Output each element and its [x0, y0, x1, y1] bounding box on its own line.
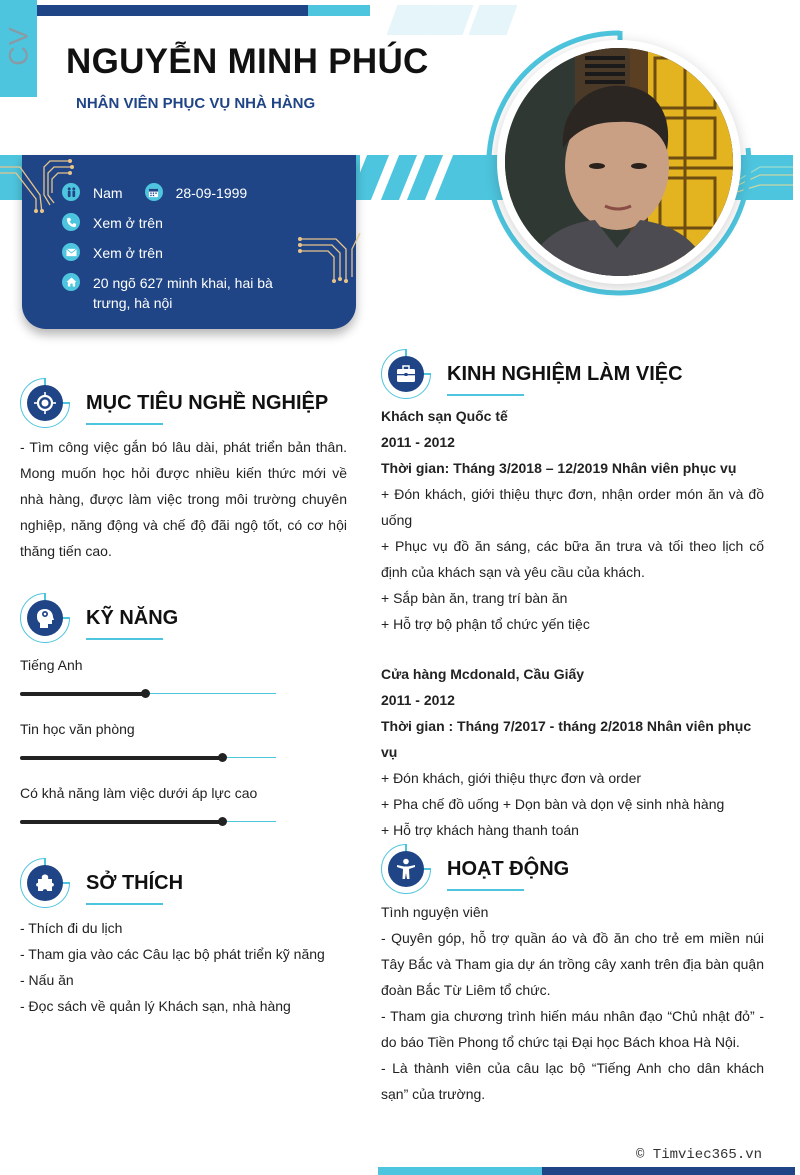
section-header-skills — [20, 593, 178, 643]
job-duty: + Đón khách, giới thiệu thực đơn và order — [381, 770, 642, 786]
hobby-item: - Thích đi du lịch — [20, 920, 123, 936]
skill-label: Có khả năng làm việc dưới áp lực cao — [20, 785, 258, 801]
hobby-item: - Đọc sách về quản lý Khách sạn, nhà hàng — [20, 998, 291, 1014]
job-duty: + Phục vụ đồ ăn sáng, các bữa ăn trưa và tối theo lịch cố định của khách sạn và yêu cầu của khách. — [381, 538, 764, 580]
gender-icon — [62, 183, 80, 201]
email-value: Xem ở trên — [93, 245, 163, 261]
job-title: NHÂN VIÊN PHỤC VỤ NHÀ HÀNG — [76, 95, 316, 112]
hobby-item: - Tham gia vào các Câu lạc bộ phát triển kỹ năng — [20, 946, 325, 962]
activity-heading: Tình nguyện viên — [381, 904, 489, 920]
head-gear-icon — [20, 593, 70, 643]
contact-row-gender-birthdate — [62, 183, 247, 203]
skill-label: Tin học văn phòng — [20, 721, 135, 737]
section-title-skills: KỸ NĂNG — [86, 606, 179, 629]
skill-label: Tiếng Anh — [20, 657, 83, 673]
mail-icon — [62, 243, 80, 261]
activity-item: - Là thành viên của câu lạc bộ “Tiếng Anh cho dân khách sạn” của trường. — [381, 1060, 764, 1102]
phone-icon — [62, 213, 80, 231]
skill-bar-fill — [20, 820, 222, 824]
skill-bar-handle — [218, 817, 227, 826]
job-duty: + Hỗ trợ khách hàng thanh toán — [381, 822, 579, 838]
skill-bar — [20, 757, 276, 758]
skill-bar-handle — [141, 689, 150, 698]
skill-bar-handle — [218, 753, 227, 762]
experience-job — [381, 661, 764, 843]
cv-badge-text: CV — [3, 26, 33, 66]
section-header-objective — [20, 378, 328, 428]
section-header-hobbies — [20, 858, 183, 908]
job-duty: + Đón khách, giới thiệu thực đơn, nhận order món ăn và đồ uống — [381, 486, 764, 528]
job-years: 2011 - 2012 — [381, 692, 455, 708]
skill-bar-fill — [20, 692, 145, 696]
job-duty: + Hỗ trợ bộ phận tổ chức yến tiệc — [381, 616, 590, 632]
skill-bar-fill — [20, 756, 222, 760]
job-duty: + Sắp bàn ăn, trang trí bàn ăn — [381, 590, 568, 606]
skill-bar — [20, 693, 276, 694]
circuit-decor-icon — [296, 233, 362, 291]
address-line-1: 20 ngõ 627 minh khai, hai bà — [93, 275, 273, 291]
job-years: 2011 - 2012 — [381, 434, 455, 450]
hobbies-list — [20, 915, 350, 1019]
section-title-hobbies: SỞ THÍCH — [86, 871, 184, 894]
hobby-item: - Nấu ăn — [20, 972, 74, 988]
profile-photo — [505, 48, 733, 276]
puzzle-icon — [20, 858, 70, 908]
top-accent-bar-cyan — [308, 5, 370, 16]
top-accent-bar-dark — [37, 5, 308, 16]
contact-row-address — [62, 273, 273, 313]
section-title-experience: KINH NGHIỆM LÀM VIỆC — [447, 362, 683, 385]
contact-card — [22, 155, 356, 329]
target-icon — [20, 378, 70, 428]
contact-row-phone — [62, 213, 163, 233]
phone-value: Xem ở trên — [93, 215, 163, 231]
skill-bar — [20, 821, 276, 822]
section-header-experience — [381, 349, 683, 399]
activities-list — [381, 899, 764, 1107]
section-title-activities: HOẠT ĐỘNG — [447, 857, 570, 880]
header-band-stripes — [360, 155, 485, 200]
birthdate-value: 28-09-1999 — [175, 185, 248, 201]
calendar-icon — [145, 183, 163, 201]
bottom-accent-bar-dark — [542, 1167, 795, 1175]
activity-item: - Quyên góp, hỗ trợ quần áo và đồ ăn cho trẻ em miền núi Tây Bắc và Tham gia dự án trồng cây xanh trên địa bàn quận đoàn Bắc Từ Liêm tổ chức. — [381, 930, 764, 998]
cv-badge — [0, 0, 37, 97]
person-icon — [381, 844, 431, 894]
address-value — [93, 273, 273, 313]
briefcase-icon — [381, 349, 431, 399]
activity-item: - Tham gia chương trình hiến máu nhân đạo “Chủ nhật đỏ” - do báo Tiền Phong tổ chức tại Đại học Bách khoa Hà Nội. — [381, 1008, 764, 1050]
gender-value: Nam — [93, 185, 123, 201]
watermark: © Timviec365.vn — [636, 1147, 763, 1163]
job-duty: + Pha chế đồ uống + Dọn bàn và dọn vệ sinh nhà hàng — [381, 796, 725, 812]
section-header-activities — [381, 844, 569, 894]
objective-text: - Tìm công việc gắn bó lâu dài, phát triển bản thân. Mong muốn học hỏi được nhiều kiến thức mới về nhà hàng, được làm việc trong môi trường chuyên nghiệp, năng động và chế độ đãi ngộ tốt, có cơ hội thăng tiến cao. — [20, 439, 347, 559]
section-title-objective: MỤC TIÊU NGHỀ NGHIỆP — [86, 391, 329, 414]
home-icon — [62, 273, 80, 291]
candidate-name: NGUYỄN MINH PHÚC — [66, 42, 429, 81]
bottom-accent-bar-cyan — [378, 1167, 542, 1175]
address-line-2: trưng, hà nội — [93, 295, 173, 311]
job-company: Cửa hàng Mcdonald, Cầu Giấy — [381, 666, 585, 682]
person-photo-icon — [505, 48, 733, 276]
job-period: Thời gian: Tháng 3/2018 – 12/2019 Nhân viên phục vụ — [381, 460, 737, 476]
job-company: Khách sạn Quốc tế — [381, 408, 508, 424]
contact-row-email — [62, 243, 163, 263]
job-period: Thời gian : Tháng 7/2017 - tháng 2/2018 Nhân viên phục vụ — [381, 718, 752, 760]
experience-job — [381, 403, 764, 637]
